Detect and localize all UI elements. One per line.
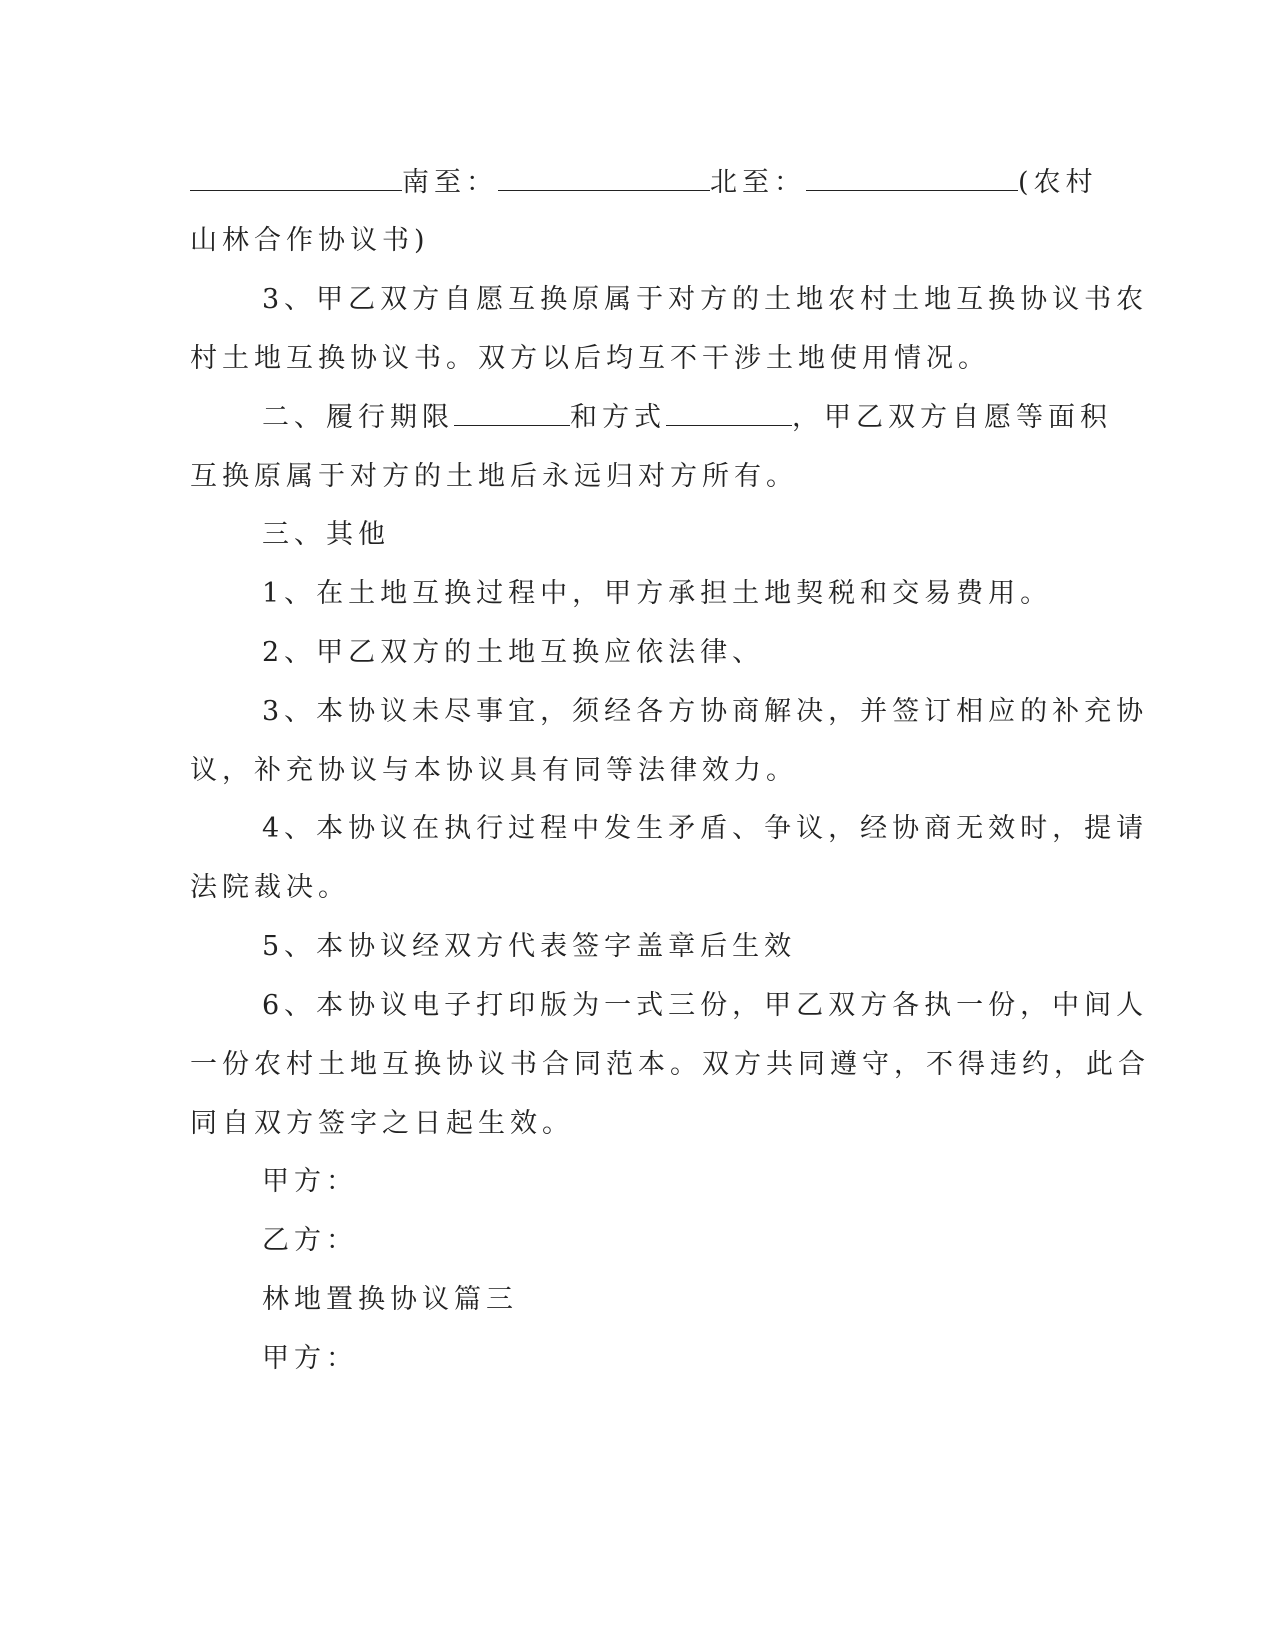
north-label: 北至：	[710, 167, 806, 198]
paragraph-line: 4、本协议在执行过程中发生矛盾、争议，经协商无效时，提请	[262, 813, 1149, 844]
blank-field	[666, 399, 792, 426]
paragraph-line: 3、本协议未尽事宜，须经各方协商解决，并签订相应的补充协	[262, 696, 1149, 727]
paragraph-line: 一份农村土地互换协议书合同范本。双方共同遵守，不得违约，此合	[190, 1049, 1150, 1080]
paragraph-line: 5、本协议经双方代表签字盖章后生效	[262, 931, 797, 962]
term-line	[262, 398, 1142, 438]
paragraph-line: 村土地互换协议书。双方以后均互不干涉土地使用情况。	[190, 343, 990, 374]
paragraph-line: 法院裁决。	[190, 872, 350, 903]
party-a-label: 甲方：	[262, 1343, 358, 1374]
term-text: ，甲乙双方自愿等面积	[792, 402, 1112, 433]
section-title: 林地置换协议篇三	[262, 1284, 518, 1315]
paragraph-line: 1、在土地互换过程中，甲方承担土地契税和交易费用。	[262, 578, 1053, 609]
party-a-label: 甲方：	[262, 1166, 358, 1197]
paragraph-line: 互换原属于对方的土地后永远归对方所有。	[190, 461, 798, 492]
blank-field	[190, 164, 402, 191]
line-end-text: (农村	[1018, 167, 1098, 198]
blank-field	[454, 399, 570, 426]
blank-field	[806, 164, 1018, 191]
paragraph-line: 3、甲乙双方自愿互换原属于对方的土地农村土地互换协议书农	[262, 284, 1149, 315]
paragraph-line: 山林合作协议书)	[190, 225, 430, 256]
party-b-label: 乙方：	[262, 1225, 358, 1256]
south-label: 南至：	[402, 167, 498, 198]
blank-field	[498, 164, 710, 191]
term-label: 二、履行期限	[262, 402, 454, 433]
paragraph-line: 6、本协议电子打印版为一式三份，甲乙双方各执一份，中间人	[262, 990, 1149, 1021]
paragraph-line: 2、甲乙双方的土地互换应依法律、	[262, 637, 765, 668]
boundary-line	[190, 163, 1098, 203]
method-label: 和方式	[570, 402, 666, 433]
paragraph-line: 议，补充协议与本协议具有同等法律效力。	[190, 755, 798, 786]
paragraph-line: 同自双方签字之日起生效。	[190, 1108, 574, 1139]
section-heading: 三、其他	[262, 519, 390, 550]
